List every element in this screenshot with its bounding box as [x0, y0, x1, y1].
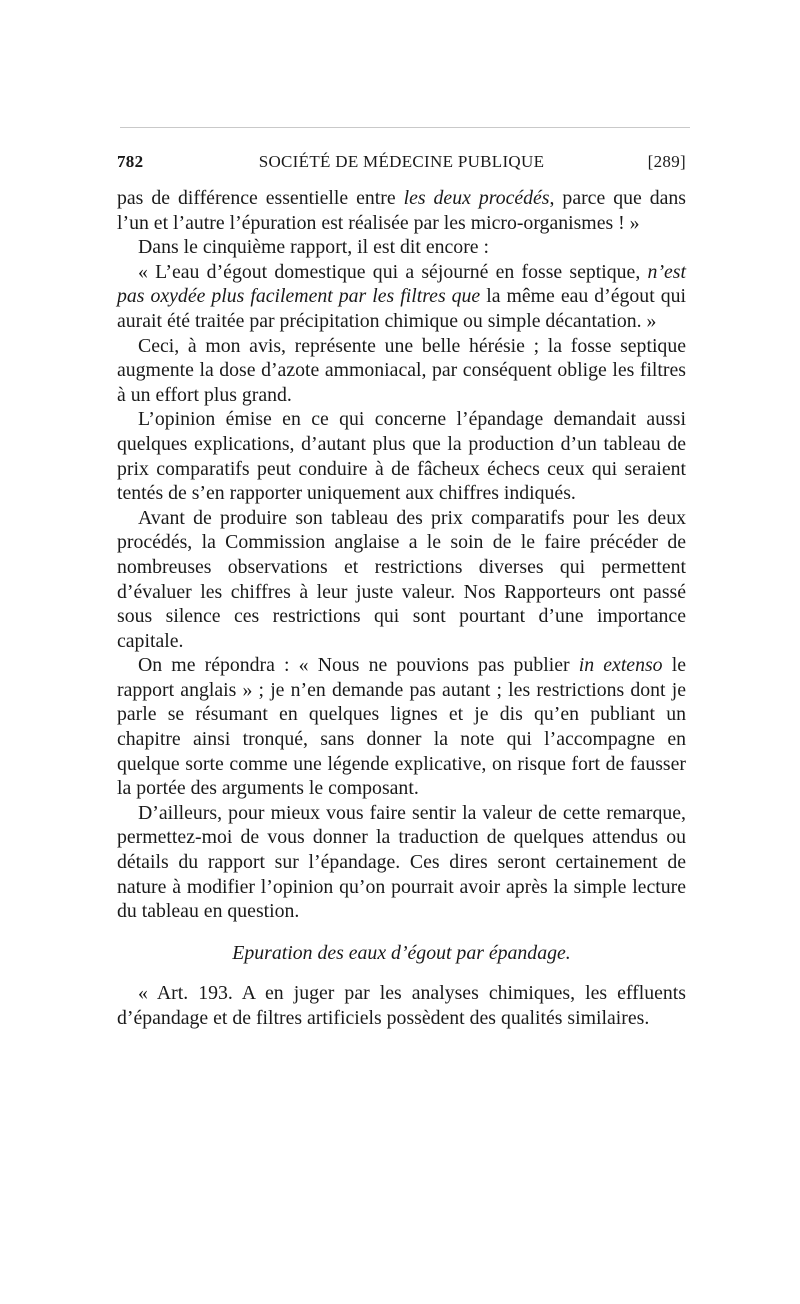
paragraph-1-text-a: pas de différence essentielle entre: [117, 187, 404, 209]
paragraph-1-text-c: , parce que dans l’un et l’autre l’épuration est réalisée par les micro-organismes ! »: [117, 187, 686, 234]
paragraph-4: Ceci, à mon avis, représente une belle hérésie ; la fosse septique augmente la dose d’azote ammoniacal, par conséquent oblige les filtres à un effort plus grand.: [117, 334, 686, 406]
paragraph-7-text-c: le rapport anglais » ; je n’en demande pas autant ; les restrictions dont je parle se résumant en quelques lignes et je dis qu’en publiant un chapitre ainsi tronqué, sans donner la note qui l’accompagne en quelque sorte comme une légende explicative, on risque fort de fausser la portée des arguments le composant.: [117, 654, 686, 800]
paragraph-3-emphasis: n’est pas oxydée plus facilement par les filtres que: [117, 260, 686, 308]
paragraph-7-text-a: On me répondra : « Nous ne pouvions pas publier: [138, 654, 579, 677]
paragraph-3-text-c: la même eau d’égout qui aurait été traitée par précipitation chimique ou simple décantation. »: [117, 285, 686, 332]
paragraph-6: Avant de produire son tableau des prix comparatifs pour les deux procédés, la Commission anglaise a le soin de le faire précéder de nombreuses observations et restrictions diverses qui permettent d’évaluer les chiffres à leur juste valeur. Nos Rapporteurs ont passé sous silence ces restrictions qui sont pourtant d’une importance capitale.: [117, 506, 686, 652]
section-heading: Epuration des eaux d’égout par épandage.: [232, 941, 571, 964]
page-number: 782: [117, 152, 144, 171]
paragraph-7: [117, 653, 686, 801]
page-body: [117, 186, 686, 1031]
paragraph-8: D’ailleurs, pour mieux vous faire sentir la valeur de cette remarque, permettez-moi de vous donner la traduction de quelques attendus ou détails du rapport sur l’épandage. Ces dires seront certainement de nature à modifier l’opinion qu’on pourrait avoir après la simple lecture du tableau en question.: [117, 801, 686, 923]
running-title: SOCIÉTÉ DE MÉDECINE PUBLIQUE: [258, 152, 545, 171]
paragraph-1: [117, 186, 686, 235]
paragraph-7-emphasis: in extenso: [578, 654, 663, 677]
page-header: [117, 152, 686, 180]
paragraph-1-emphasis: les deux procédés: [403, 187, 550, 209]
paragraph-3: [117, 260, 686, 334]
paragraph-9: « Art. 193. A en juger par les analyses chimiques, les effluents d’épandage et de filtres artificiels possèdent des qualités similaires.: [117, 982, 686, 1029]
page-reference: [289]: [647, 152, 686, 171]
header-rule: [120, 127, 690, 128]
paragraph-2: Dans le cinquième rapport, il est dit encore :: [138, 236, 490, 259]
paragraph-3-text-a: « L’eau d’égout domestique qui a séjourné en fosse septique,: [138, 260, 648, 283]
paragraph-5: L’opinion émise en ce qui concerne l’épandage demandait aussi quelques explications, d’autant plus que la production d’un tableau de prix comparatifs peut conduire à de fâcheux échecs ceux qui seraient tentés de s’en rapporter uniquement aux chiffres indiqués.: [117, 408, 686, 505]
